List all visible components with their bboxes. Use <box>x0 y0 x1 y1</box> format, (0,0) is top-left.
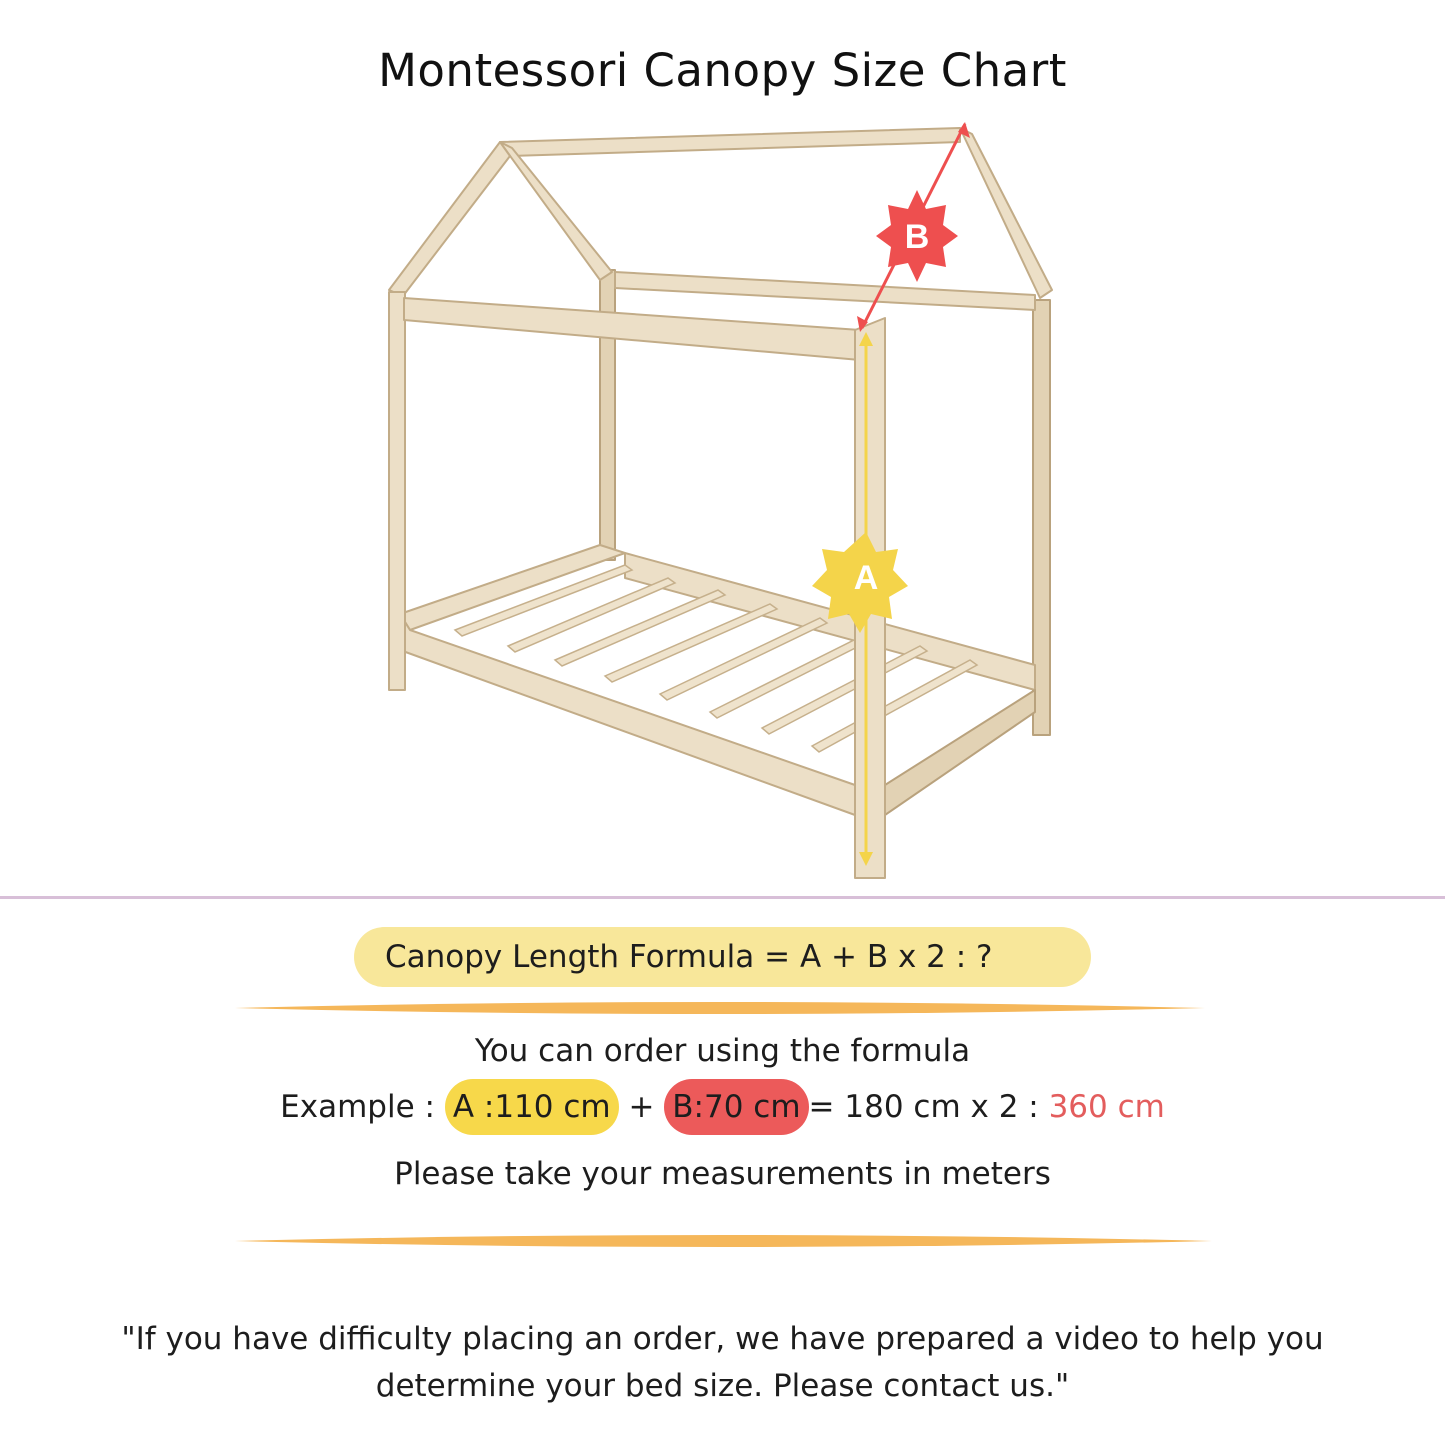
measure-b-badge <box>876 190 958 282</box>
example-middle: = 180 cm x 2 : <box>808 1089 1049 1125</box>
measurement-note: Please take your measurements in meters <box>394 1156 1051 1192</box>
swoosh-divider-top <box>0 998 1445 1022</box>
example-result: 360 cm <box>1048 1089 1165 1125</box>
measure-b-label: B <box>904 218 930 256</box>
example-plus: + <box>618 1089 665 1125</box>
section-divider <box>0 896 1445 899</box>
example-prefix: Example : <box>280 1089 445 1125</box>
measure-a-label: A <box>853 559 879 597</box>
example-row <box>0 1077 1445 1137</box>
swoosh-divider-bottom <box>0 1230 1445 1254</box>
formula-text: Canopy Length Formula = A + B x 2 : ? <box>385 939 993 975</box>
example-chip-b: B:70 cm <box>664 1079 808 1135</box>
footer-note: "If you have difficulty placing an order, we have prepared a video to help you determine your bed size. Please contact us." <box>121 1321 1324 1404</box>
bed-base <box>400 545 1035 815</box>
page-title: Montessori Canopy Size Chart <box>378 44 1067 97</box>
instruction-line: You can order using the formula <box>474 1033 971 1069</box>
formula-banner <box>354 927 1091 987</box>
example-chip-a: A :110 cm <box>445 1079 619 1135</box>
